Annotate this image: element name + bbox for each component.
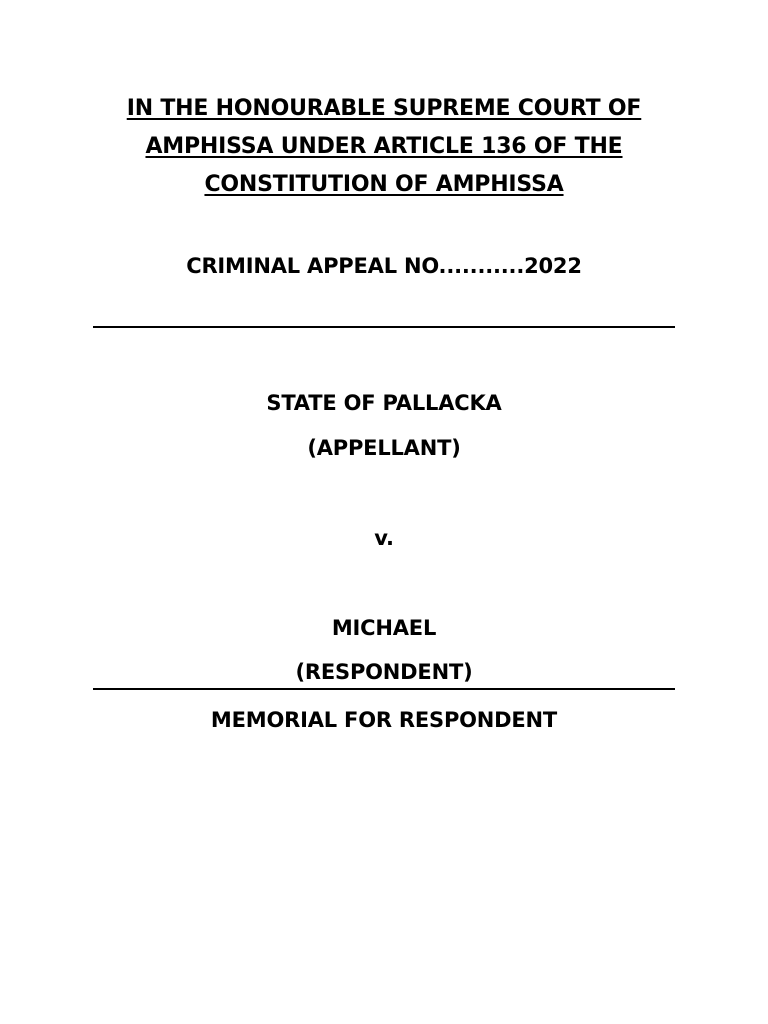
respondent-name: MICHAEL — [331, 616, 437, 640]
versus-text: v. — [374, 526, 394, 550]
court-heading-line-1: IN THE HONOURABLE SUPREME COURT OF — [126, 96, 642, 121]
appellant-role: (APPELLANT) — [307, 436, 461, 460]
court-heading-line-3: CONSTITUTION OF AMPHISSA — [204, 172, 564, 197]
bottom-divider — [93, 688, 675, 690]
court-heading — [94, 90, 674, 204]
memorial-title: MEMORIAL FOR RESPONDENT — [210, 708, 558, 732]
top-divider — [93, 326, 675, 328]
appeal-number: CRIMINAL APPEAL NO...........2022 — [186, 254, 582, 278]
appellant-name: STATE OF PALLACKA — [266, 391, 502, 415]
court-heading-line-2: AMPHISSA UNDER ARTICLE 136 OF THE — [145, 134, 623, 159]
respondent-role: (RESPONDENT) — [295, 660, 473, 684]
